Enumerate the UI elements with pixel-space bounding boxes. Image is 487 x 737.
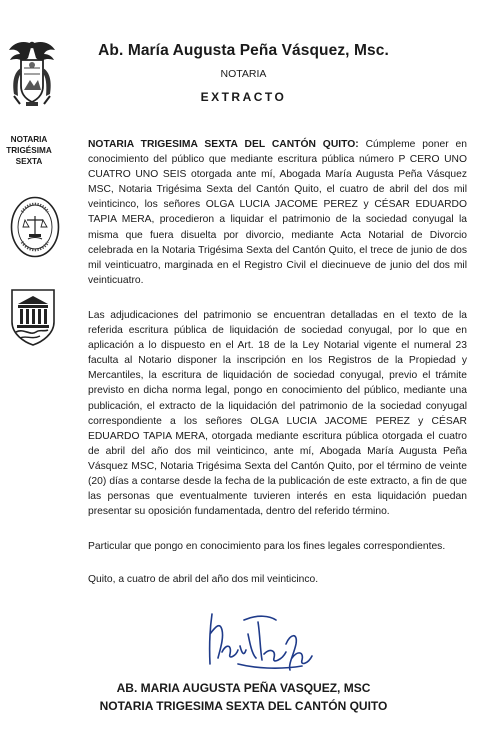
document-type-heading: EXTRACTO	[200, 90, 287, 104]
paragraph-closing: Particular que pongo en conocimiento para los fines legales correspondientes.	[88, 541, 446, 552]
signatory-name: AB. MARIA AUGUSTA PEÑA VASQUEZ, MSC	[116, 681, 371, 695]
paragraph-date: Quito, a cuatro de abril del año dos mil veinticinco.	[88, 574, 319, 585]
sidebar-label-line: NOTARIA	[10, 135, 48, 144]
notary-building-logo-icon	[10, 288, 56, 346]
notary-role: NOTARIA	[220, 68, 267, 80]
paragraph-intro-lead: NOTARIA TRIGESIMA SEXTA DEL CANTÓN QUITO:	[88, 139, 359, 150]
sidebar-label-line: SEXTA	[15, 157, 43, 166]
paragraph-intro-text: Cúmpleme poner en conocimiento del público que mediante escritura pública número P CERO UNO CUATRO UNO SEIS otorgada ante mí, Abogada María Augusta Peña Vásquez MSC, Notaria Trigésima Sexta del Cantón Quito, el cuatro de abril del dos mil veinticinco, los señores OLGA LUCIA JACOME PEREZ y CÉSAR EDUARDO TAPIA MERA, procedieron a liquidar el patrimonio de la sociedad conyugal la misma que fuera disuelta por divorcio, mediante Acta Notarial de Divorcio celebrada en la Notaria Trigésima Sexta del Cantón Quito, el trece de junio de dos mil veinticuatro, marginada en el Registro Civil el diecinueve de junio del dos mil veinticuatro.	[88, 139, 468, 286]
paragraph-adjudications: Las adjudicaciones del patrimonio se encuentran detalladas en el texto de la referida escritura pública de liquidación de sociedad conyugal, por lo que en aplicación a lo dispuesto en el Art. 18 de la Ley Notarial vigente el numeral 23 faculta al Notario disponer la inscripción en los Registros de la Propiedad y Mercantiles, la escritura de liquidación de sociedad conyugal, previo el trámite previsto en dicha norma legal, pongo en conocimiento del público, mediante una publicación, el extracto de la liquidación del patrimonio de la sociedad conyugal correspondiente a los señores OLGA LUCIA JACOME PEREZ y CÉSAR EDUARDO TAPIA MERA, otorgada mediante escritura pública otorgada el cuatro de abril del año dos mil veinticinco, ante mí, Abogada María Augusta Peña Vásquez MSC, Notaria Trigésima Sexta del Cantón Quito, por el término de veinte (20) días a contarse desde la fecha de la publicación de este extracto, a fin de que las personas que eventualmente tuvieren interés en esta liquidación puedan presentar su oposición fundamentada, dentro del referido término.	[88, 310, 467, 518]
paragraph-intro	[88, 137, 467, 288]
sidebar-label-line: TRIGÉSIMA	[6, 146, 52, 155]
notary-seal-icon	[10, 196, 60, 258]
notary-name-title: Ab. María Augusta Peña Vásquez, Msc.	[98, 42, 389, 59]
signatory-title: NOTARIA TRIGESIMA SEXTA DEL CANTÓN QUITO	[99, 699, 388, 713]
sidebar-notary-label	[6, 134, 52, 167]
signature-icon	[198, 604, 318, 684]
